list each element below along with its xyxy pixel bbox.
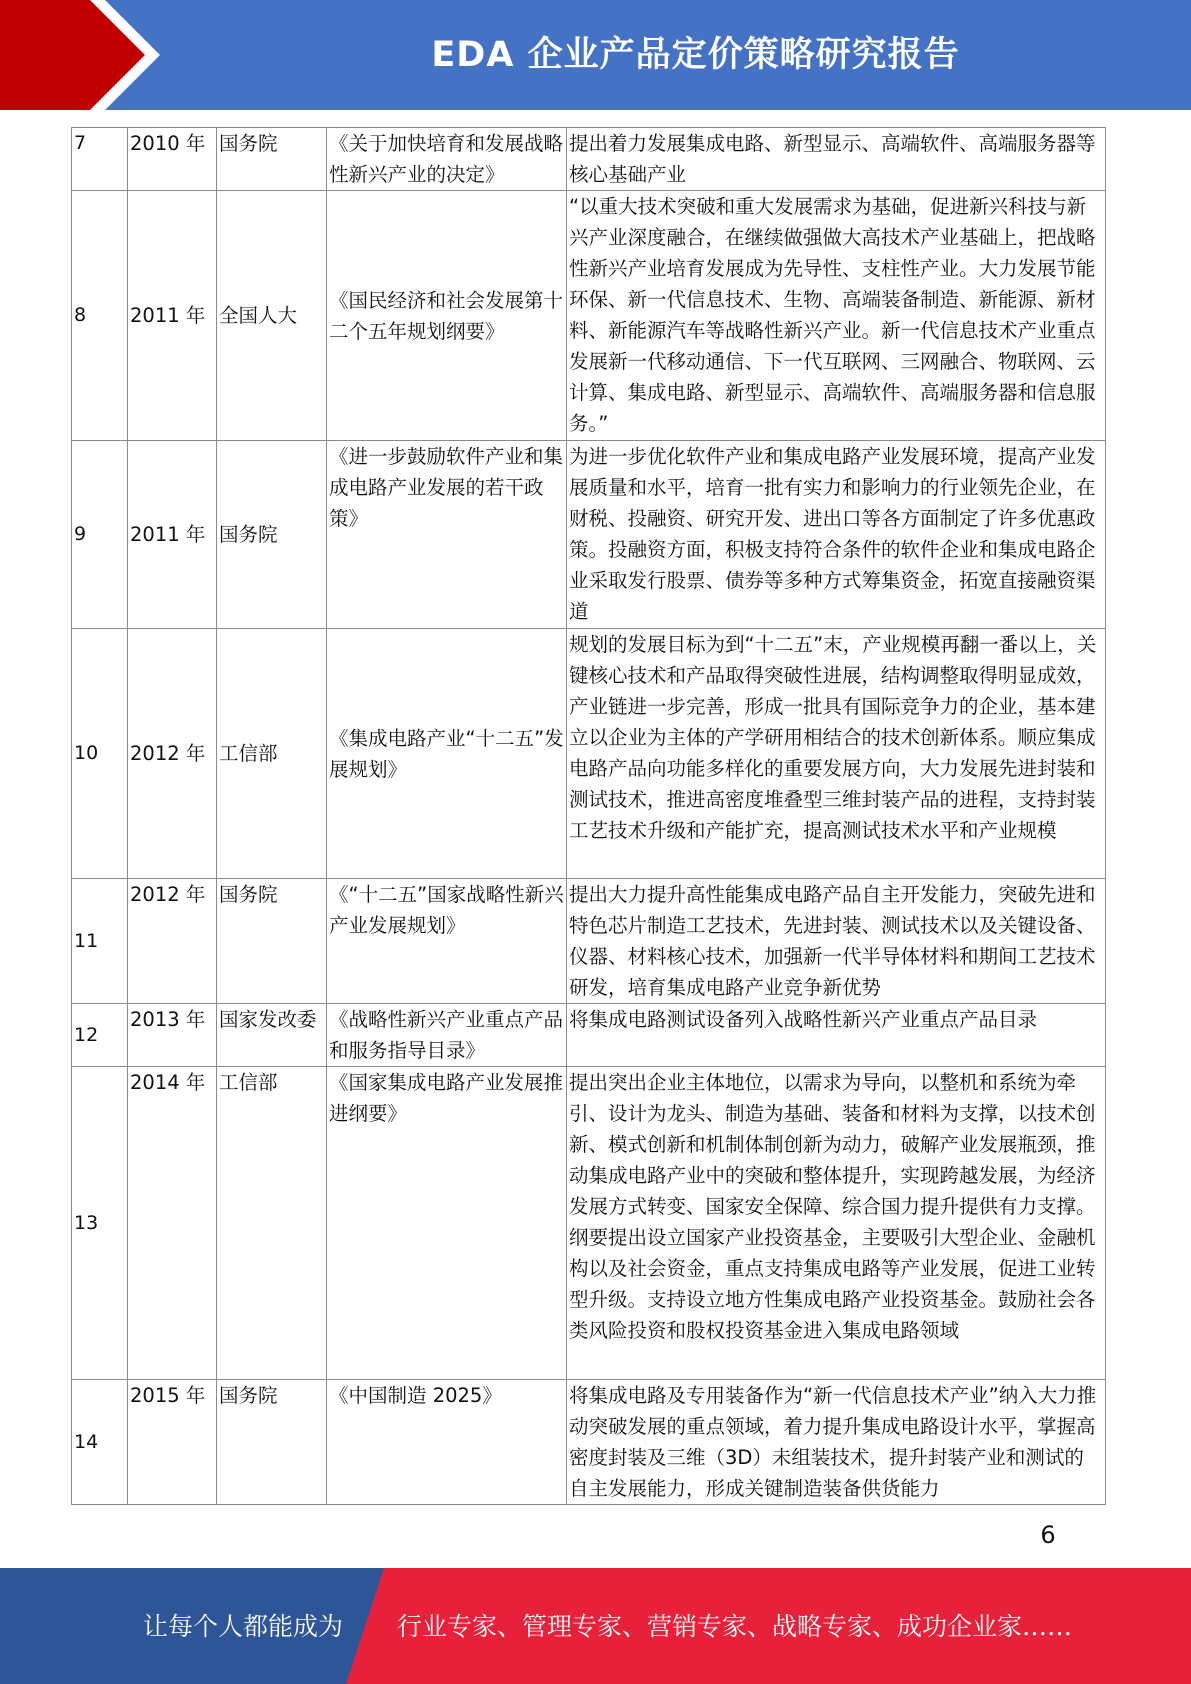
row-agency: 国务院 bbox=[217, 879, 327, 1004]
row-agency: 工信部 bbox=[217, 629, 327, 879]
page-header bbox=[0, 0, 1191, 110]
row-document: 《战略性新兴产业重点产品和服务指导目录》 bbox=[327, 1004, 567, 1067]
row-content: 提出着力发展集成电路、新型显示、高端软件、高端服务器等核心基础产业 bbox=[567, 128, 1106, 191]
row-content: 为进一步优化软件产业和集成电路产业发展环境，提高产业发展质量和水平，培育一批有实力和影响力的行业领先企业，在财税、投融资、研究开发、进出口等各方面制定了许多优惠政策。投融资方面，积极支持符合条件的软件企业和集成电路企业采取发行股票、债券等多种方式筹集资金，拓宽直接融资渠道 bbox=[567, 441, 1106, 629]
row-agency: 国务院 bbox=[217, 441, 327, 629]
footer-slogan-left: 让每个人都能成为 bbox=[143, 1612, 344, 1641]
row-number: 7 bbox=[72, 128, 128, 191]
row-content: 将集成电路及专用装备作为“新一代信息技术产业”纳入大力推动突破发展的重点领域，着力提升集成电路设计水平，掌握高密度封装及三维（3D）未组装技术，提升封装产业和测试的自主发展能力，形成关键制造装备供货能力 bbox=[567, 1380, 1106, 1505]
row-agency: 国务院 bbox=[217, 128, 327, 191]
row-number: 10 bbox=[72, 629, 128, 879]
row-document: 《关于加快培育和发展战略性新兴产业的决定》 bbox=[327, 128, 567, 191]
row-year: 2012 年 bbox=[128, 629, 217, 879]
policy-table bbox=[71, 127, 1106, 1505]
row-number: 8 bbox=[72, 191, 128, 441]
table-row bbox=[72, 879, 1106, 1004]
row-agency: 国家发改委 bbox=[217, 1004, 327, 1067]
table-row bbox=[72, 1067, 1106, 1380]
row-document: 《“十二五”国家战略性新兴产业发展规划》 bbox=[327, 879, 567, 1004]
row-year: 2014 年 bbox=[128, 1067, 217, 1380]
table-row bbox=[72, 1004, 1106, 1067]
row-content: 提出突出企业主体地位，以需求为导向，以整机和系统为牵引、设计为龙头、制造为基础、装备和材料为支撑，以技术创新、模式创新和机制体制创新为动力，破解产业发展瓶颈，推动集成电路产业中的突破和整体提升，实现跨越发展，为经济发展方式转变、国家安全保障、综合国力提升提供有力支撑。纲要提出设立国家产业投资基金，主要吸引大型企业、金融机构以及社会资金，重点支持集成电路等产业发展，促进工业转型升级。支持设立地方性集成电路产业投资基金。鼓励社会各类风险投资和股权投资基金进入集成电路领域 bbox=[567, 1067, 1106, 1380]
table-row bbox=[72, 629, 1106, 879]
table-row bbox=[72, 441, 1106, 629]
row-agency: 全国人大 bbox=[217, 191, 327, 441]
table-row bbox=[72, 128, 1106, 191]
page-footer bbox=[0, 1568, 1191, 1684]
report-title: EDA 企业产品定价策略研究报告 bbox=[431, 35, 960, 75]
row-year: 2015 年 bbox=[128, 1380, 217, 1505]
row-number: 9 bbox=[72, 441, 128, 629]
row-document: 《进一步鼓励软件产业和集成电路产业发展的若干政策》 bbox=[327, 441, 567, 629]
row-number: 11 bbox=[72, 879, 128, 1004]
row-year: 2011 年 bbox=[128, 191, 217, 441]
row-document: 《中国制造 2025》 bbox=[327, 1380, 567, 1505]
row-year: 2013 年 bbox=[128, 1004, 217, 1067]
row-document: 《集成电路产业“十二五”发展规划》 bbox=[327, 629, 567, 879]
row-content: 规划的发展目标为到“十二五”末，产业规模再翻一番以上，关键核心技术和产品取得突破性进展，结构调整取得明显成效，产业链进一步完善，形成一批具有国际竞争力的企业，基本建立以企业为主体的产学研用相结合的技术创新体系。顺应集成电路产品向功能多样化的重要发展方向，大力发展先进封装和测试技术，推进高密度堆叠型三维封装产品的进程，支持封装工艺技术升级和产能扩充，提高测试技术水平和产业规模 bbox=[567, 629, 1106, 879]
row-number: 12 bbox=[72, 1004, 128, 1067]
row-document: 《国民经济和社会发展第十二个五年规划纲要》 bbox=[327, 191, 567, 441]
row-content: “以重大技术突破和重大发展需求为基础，促进新兴科技与新兴产业深度融合，在继续做强做大高技术产业基础上，把战略性新兴产业培育发展成为先导性、支柱性产业。大力发展节能环保、新一代信息技术、生物、高端装备制造、新能源、新材料、新能源汽车等战略性新兴产业。新一代信息技术产业重点发展新一代移动通信、下一代互联网、三网融合、物联网、云计算、集成电路、新型显示、高端软件、高端服务器和信息服务。” bbox=[567, 191, 1106, 441]
row-content: 将集成电路测试设备列入战略性新兴产业重点产品目录 bbox=[567, 1004, 1106, 1067]
table-row bbox=[72, 191, 1106, 441]
row-year: 2012 年 bbox=[128, 879, 217, 1004]
row-agency: 工信部 bbox=[217, 1067, 327, 1380]
row-number: 14 bbox=[72, 1380, 128, 1505]
row-year: 2011 年 bbox=[128, 441, 217, 629]
page-number: 6 bbox=[1040, 1521, 1056, 1549]
row-agency: 国务院 bbox=[217, 1380, 327, 1505]
row-content: 提出大力提升高性能集成电路产品自主开发能力，突破先进和特色芯片制造工艺技术，先进封装、测试技术以及关键设备、仪器、材料核心技术，加强新一代半导体材料和期间工艺技术研发，培育集成电路产业竞争新优势 bbox=[567, 879, 1106, 1004]
table-row bbox=[72, 1380, 1106, 1505]
row-document: 《国家集成电路产业发展推进纲要》 bbox=[327, 1067, 567, 1380]
row-year: 2010 年 bbox=[128, 128, 217, 191]
row-number: 13 bbox=[72, 1067, 128, 1380]
footer-slogan-right: 行业专家、管理专家、营销专家、战略专家、成功企业家…… bbox=[397, 1612, 1073, 1641]
